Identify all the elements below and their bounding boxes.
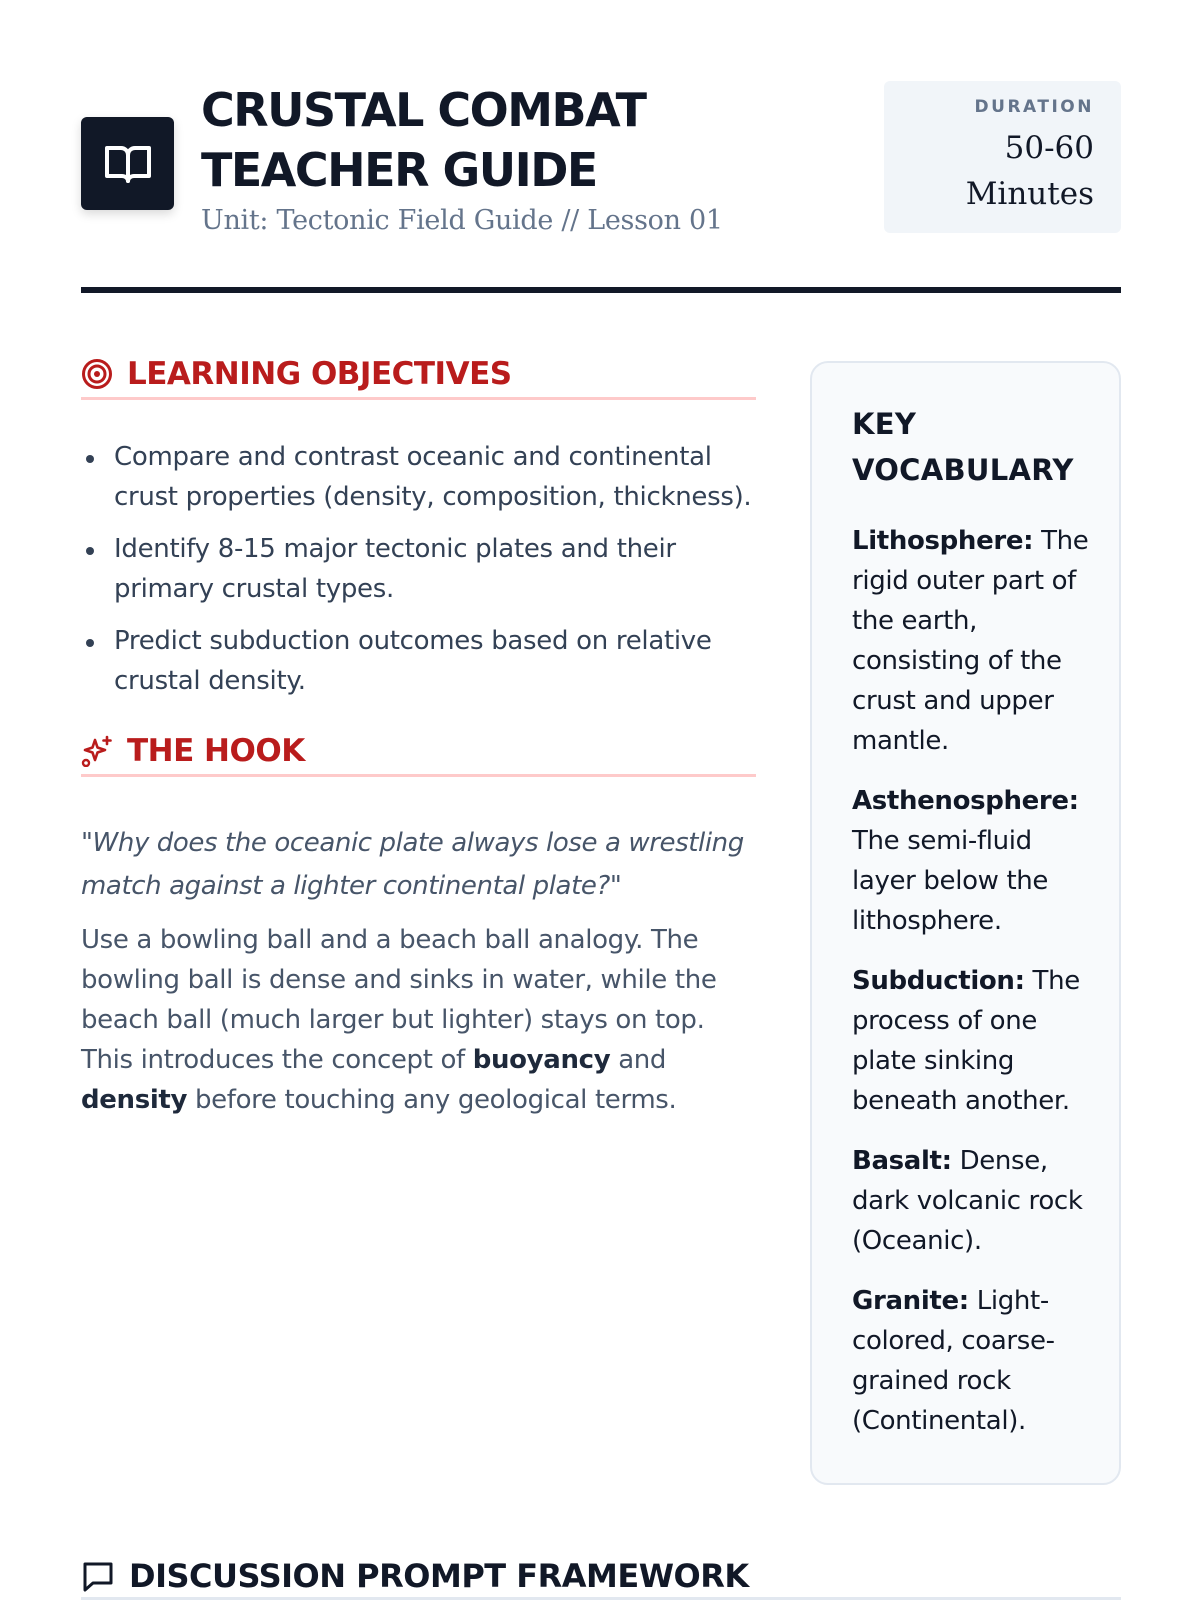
vocab-entry <box>852 1141 1093 1261</box>
vocab-definition: The rigid outer part of the earth, consisting of the crust and upper mantle. <box>852 526 1089 756</box>
vocab-entry <box>852 521 1093 761</box>
objective-item: Compare and contrast oceanic and continental crust properties (density, composition, thickness). <box>81 437 756 517</box>
hook-body-text: and <box>610 1045 667 1075</box>
objectives-list <box>81 437 756 713</box>
objectives-title: LEARNING OBJECTIVES <box>127 355 512 392</box>
unit-subtitle: Unit: Tectonic Field Guide // Lesson 01 <box>201 205 723 236</box>
teacher-guide-page <box>81 0 1121 1600</box>
hook-body <box>81 920 756 1120</box>
vocabulary-card <box>810 361 1121 1485</box>
sparkles-icon <box>81 735 113 767</box>
vocab-term: Subduction: <box>852 966 1025 996</box>
vocab-entry <box>852 961 1093 1121</box>
vocab-entry <box>852 781 1093 941</box>
duration-card <box>884 81 1121 233</box>
objective-item: Predict subduction outcomes based on relative crustal density. <box>81 621 756 701</box>
target-icon <box>81 358 113 390</box>
vocab-definition: The semi-fluid layer below the lithosphere. <box>852 826 1049 936</box>
vocab-definition: Dense, dark volcanic rock (Oceanic). <box>852 1146 1083 1256</box>
vocab-definition: The process of one plate sinking beneath another. <box>852 966 1080 1116</box>
vocabulary-title: KEY VOCABULARY <box>852 407 1074 487</box>
hook-body-text: Use a bowling ball and a beach ball analogy. The bowling ball is dense and sinks in water, while the beach ball (much larger but lighter) stays on top. This introduces the concept of <box>81 925 717 1075</box>
hook-bold-term: density <box>81 1085 188 1115</box>
open-book-icon <box>103 143 153 185</box>
discussion-title: DISCUSSION PROMPT FRAMEWORK <box>129 1556 749 1595</box>
vocab-term: Granite: <box>852 1286 969 1316</box>
objective-item: Identify 8-15 major tectonic plates and their primary crustal types. <box>81 529 756 609</box>
hook-heading <box>81 727 756 777</box>
vocab-term: Asthenosphere: <box>852 786 1079 816</box>
duration-label: DURATION <box>974 97 1094 117</box>
hook-title: THE HOOK <box>127 732 305 769</box>
hook-quote: "Why does the oceanic plate always lose a wrestling match against a lighter continental plate?" <box>81 828 744 901</box>
logo-badge <box>81 117 174 210</box>
objectives-heading <box>81 350 756 400</box>
vocab-entry <box>852 1281 1093 1441</box>
vocab-definition: Light-colored, coarse-grained rock (Continental). <box>852 1286 1055 1436</box>
vocab-term: Lithosphere: <box>852 526 1034 556</box>
discussion-heading <box>81 1554 1121 1600</box>
header-divider <box>81 287 1121 293</box>
hook-body-text: before touching any geological terms. <box>187 1085 677 1115</box>
duration-value: 50-60 Minutes <box>965 130 1094 212</box>
vocab-term: Basalt: <box>852 1146 952 1176</box>
hook-bold-term: buoyancy <box>472 1045 611 1075</box>
page-title: CRUSTAL COMBAT TEACHER GUIDE <box>201 83 646 197</box>
speech-bubble-icon <box>81 1559 115 1593</box>
